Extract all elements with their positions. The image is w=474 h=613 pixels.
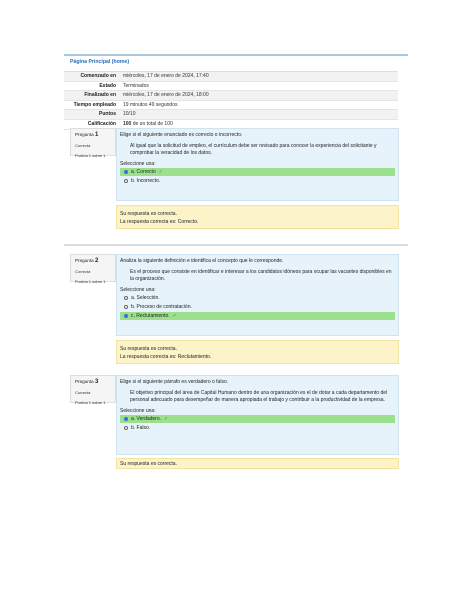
- question-number: [75, 379, 111, 385]
- grade-total: de un total de 100: [131, 120, 173, 127]
- summary-row-time: [64, 101, 398, 111]
- question-state: Correcta: [75, 143, 91, 148]
- summary-label: Tiempo empleado: [73, 101, 116, 108]
- answer-option-b[interactable]: [120, 303, 395, 311]
- attempt-summary-table: [64, 71, 398, 130]
- answer-option-c[interactable]: [120, 312, 395, 320]
- summary-label: Finalizado en: [84, 92, 116, 99]
- feedback-text: Su respuesta es correcta.: [120, 346, 177, 352]
- question-grade: Puntúa 1 sobre 1: [75, 153, 106, 158]
- summary-row-finished: [64, 91, 398, 101]
- answer-option-a[interactable]: [120, 415, 395, 423]
- check-icon: ✓: [164, 416, 169, 423]
- summary-row-points: [64, 110, 398, 120]
- option-label: b. Falso.: [131, 425, 151, 432]
- option-label: b. Incorrecto.: [131, 178, 161, 185]
- question-number-value: 1: [94, 132, 99, 138]
- summary-row-started: [64, 72, 398, 82]
- question-grade: Puntúa 1 sobre 1: [75, 279, 106, 284]
- summary-value: miércoles, 17 de enero de 2024, 18:00: [123, 92, 209, 99]
- question-2-formulation: [116, 254, 399, 336]
- summary-value: Terminados: [123, 82, 149, 89]
- question-grade: Puntúa 1 sobre 1: [75, 400, 106, 405]
- question-text: Elige si el siguiente párrafo es verdadero o falso.: [120, 379, 229, 385]
- question-label: Pregunta: [75, 132, 94, 137]
- radio-icon[interactable]: [124, 417, 128, 421]
- answer-option-a[interactable]: [120, 168, 395, 176]
- right-answer-text: La respuesta correcta es: Correcto.: [120, 219, 199, 225]
- question-stem: Al igual que la solicitud de empleo, el currículum debe ser revisado para conocer la experiencia del solicitante y comprobar la veracidad de los datos.: [130, 143, 377, 156]
- question-number-value: 3: [94, 379, 99, 385]
- option-label: a. Correcto: [131, 169, 156, 176]
- question-1-info: [70, 128, 116, 156]
- feedback-text: Su respuesta es correcta.: [120, 461, 177, 467]
- question-stem: El objetivo principal del área de Capital Humano dentro de una organización es el de dotar a cada departamento del personal adecuado para desempeñar de manera apropiada el trabajo y contribuir a la productividad de la empresa.: [130, 390, 388, 403]
- radio-icon[interactable]: [124, 296, 128, 300]
- radio-icon[interactable]: [124, 305, 128, 309]
- answer-option-b[interactable]: [120, 424, 395, 432]
- answer-option-b[interactable]: [120, 177, 395, 185]
- question-state: Correcta: [75, 269, 91, 274]
- radio-icon[interactable]: [124, 314, 128, 318]
- check-icon: ✓: [172, 313, 177, 320]
- question-3-formulation: [116, 375, 399, 455]
- answer-option-a[interactable]: [120, 294, 395, 302]
- question-2-feedback: [116, 340, 399, 364]
- question-text: Elige si el siguiente enunciado es correcto o incorrecto.: [120, 132, 243, 138]
- question-state: Correcta: [75, 390, 91, 395]
- answer-prompt: Seleccione una:: [120, 408, 156, 415]
- summary-label: Calificación: [87, 120, 116, 127]
- question-label: Pregunta: [75, 379, 94, 384]
- question-1-feedback: [116, 205, 399, 229]
- question-3-feedback: [116, 458, 399, 469]
- summary-label: Comenzado en: [80, 73, 116, 79]
- right-answer-text: La respuesta correcta es: Reclutamiento.: [120, 354, 212, 360]
- top-rule: [64, 54, 408, 56]
- grade-score: 100: [123, 120, 132, 127]
- question-stem: Es el proceso que consiste en identificar e interesar a los candidatos idóneos para ocupar las vacantes disponibles en la organización.: [130, 269, 392, 282]
- radio-icon[interactable]: [124, 179, 128, 183]
- summary-row-state: [64, 82, 398, 92]
- page-divider: [64, 244, 408, 246]
- question-text: Analiza la siguiente definición e identifica el concepto que le corresponde.: [120, 258, 284, 264]
- summary-value: 19 minutos 49 segundos: [123, 101, 178, 108]
- option-label: c. Reclutamiento.: [131, 313, 170, 320]
- check-icon: ✓: [158, 169, 163, 176]
- summary-label: Puntos: [99, 111, 116, 118]
- question-number-value: 2: [94, 258, 99, 264]
- radio-icon[interactable]: [124, 426, 128, 430]
- option-label: a. Selección.: [131, 295, 160, 302]
- answer-prompt: Seleccione una:: [120, 161, 156, 168]
- summary-label: Estado: [99, 82, 116, 89]
- question-1-formulation: [116, 128, 399, 201]
- feedback-text: Su respuesta es correcta.: [120, 211, 177, 217]
- summary-value: miércoles, 17 de enero de 2024, 17:40: [123, 73, 209, 79]
- summary-value: 10/10: [123, 111, 136, 118]
- question-2-info: [70, 254, 116, 282]
- question-label: Pregunta: [75, 258, 94, 263]
- option-label: b. Proceso de contratación.: [131, 304, 192, 311]
- question-3-info: [70, 375, 116, 403]
- question-number: [75, 132, 111, 138]
- breadcrumb-home-link[interactable]: Página Principal (home): [70, 59, 130, 65]
- question-number: [75, 258, 111, 264]
- radio-icon[interactable]: [124, 170, 128, 174]
- option-label: a. Verdadero.: [131, 416, 162, 423]
- answer-prompt: Seleccione una:: [120, 287, 156, 294]
